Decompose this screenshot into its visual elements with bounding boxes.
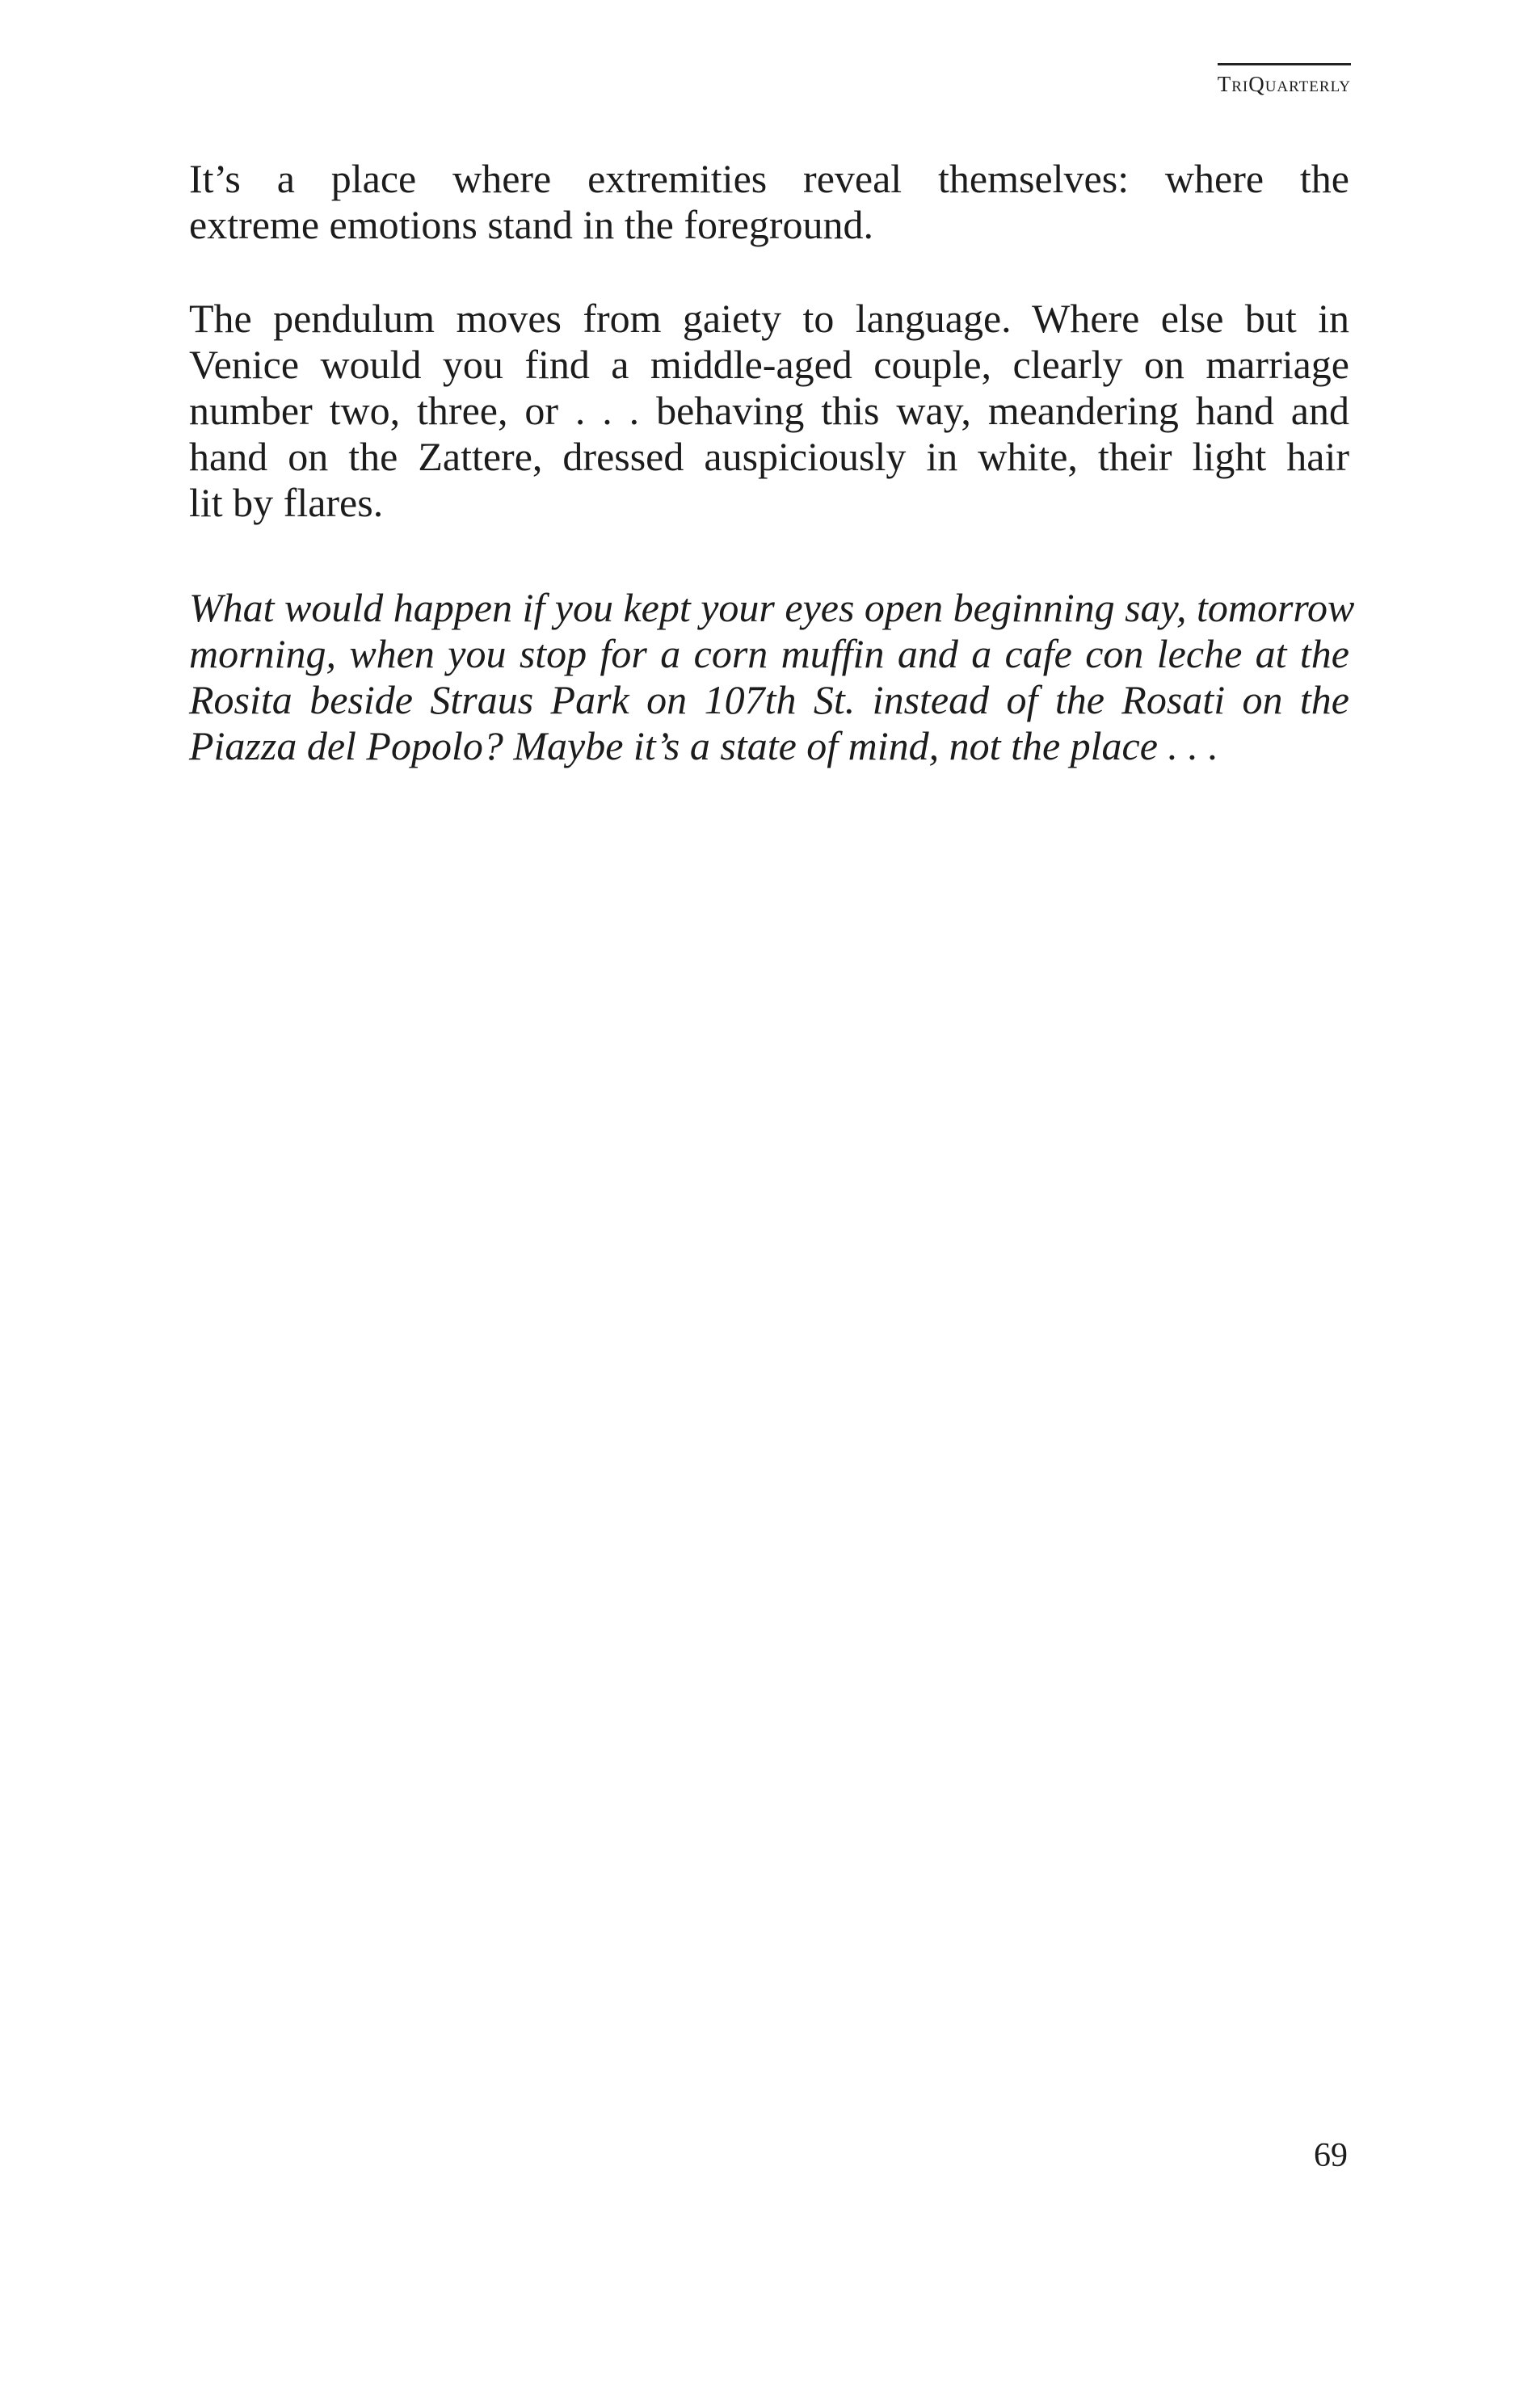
- text-line: extreme emotions stand in the foreground.: [189, 202, 873, 247]
- text-line: Rosita beside Straus Park on 107th St. instead of the Rosati on the: [189, 677, 1349, 722]
- text-line: The pendulum moves from gaiety to language. Where else but in: [189, 296, 1349, 341]
- text-line: Piazza del Popolo? Maybe it’s a state of mind, not the place . . .: [189, 723, 1218, 768]
- page-number: 69: [1314, 2137, 1348, 2174]
- paragraph-3-italic: [189, 585, 1355, 769]
- running-head: TriQuarterly: [1218, 63, 1351, 97]
- text-line: Venice would you find a middle-aged couple, clearly on marriage: [189, 342, 1349, 387]
- text-line: morning, when you stop for a corn muffin and a cafe con leche at the: [189, 631, 1349, 676]
- text-line: hand on the Zattere, dressed auspiciously in white, their light hair: [189, 434, 1349, 479]
- paragraph-2: [189, 296, 1349, 526]
- text-line: number two, three, or . . . behaving this way, meandering hand and: [189, 388, 1349, 433]
- text-line: It’s a place where extremities reveal themselves: where the: [189, 156, 1349, 201]
- text-line: What would happen if you kept your eyes open beginning say, tomorrow: [189, 585, 1355, 630]
- paragraph-1: [189, 156, 1349, 248]
- text-line: lit by flares.: [189, 480, 384, 525]
